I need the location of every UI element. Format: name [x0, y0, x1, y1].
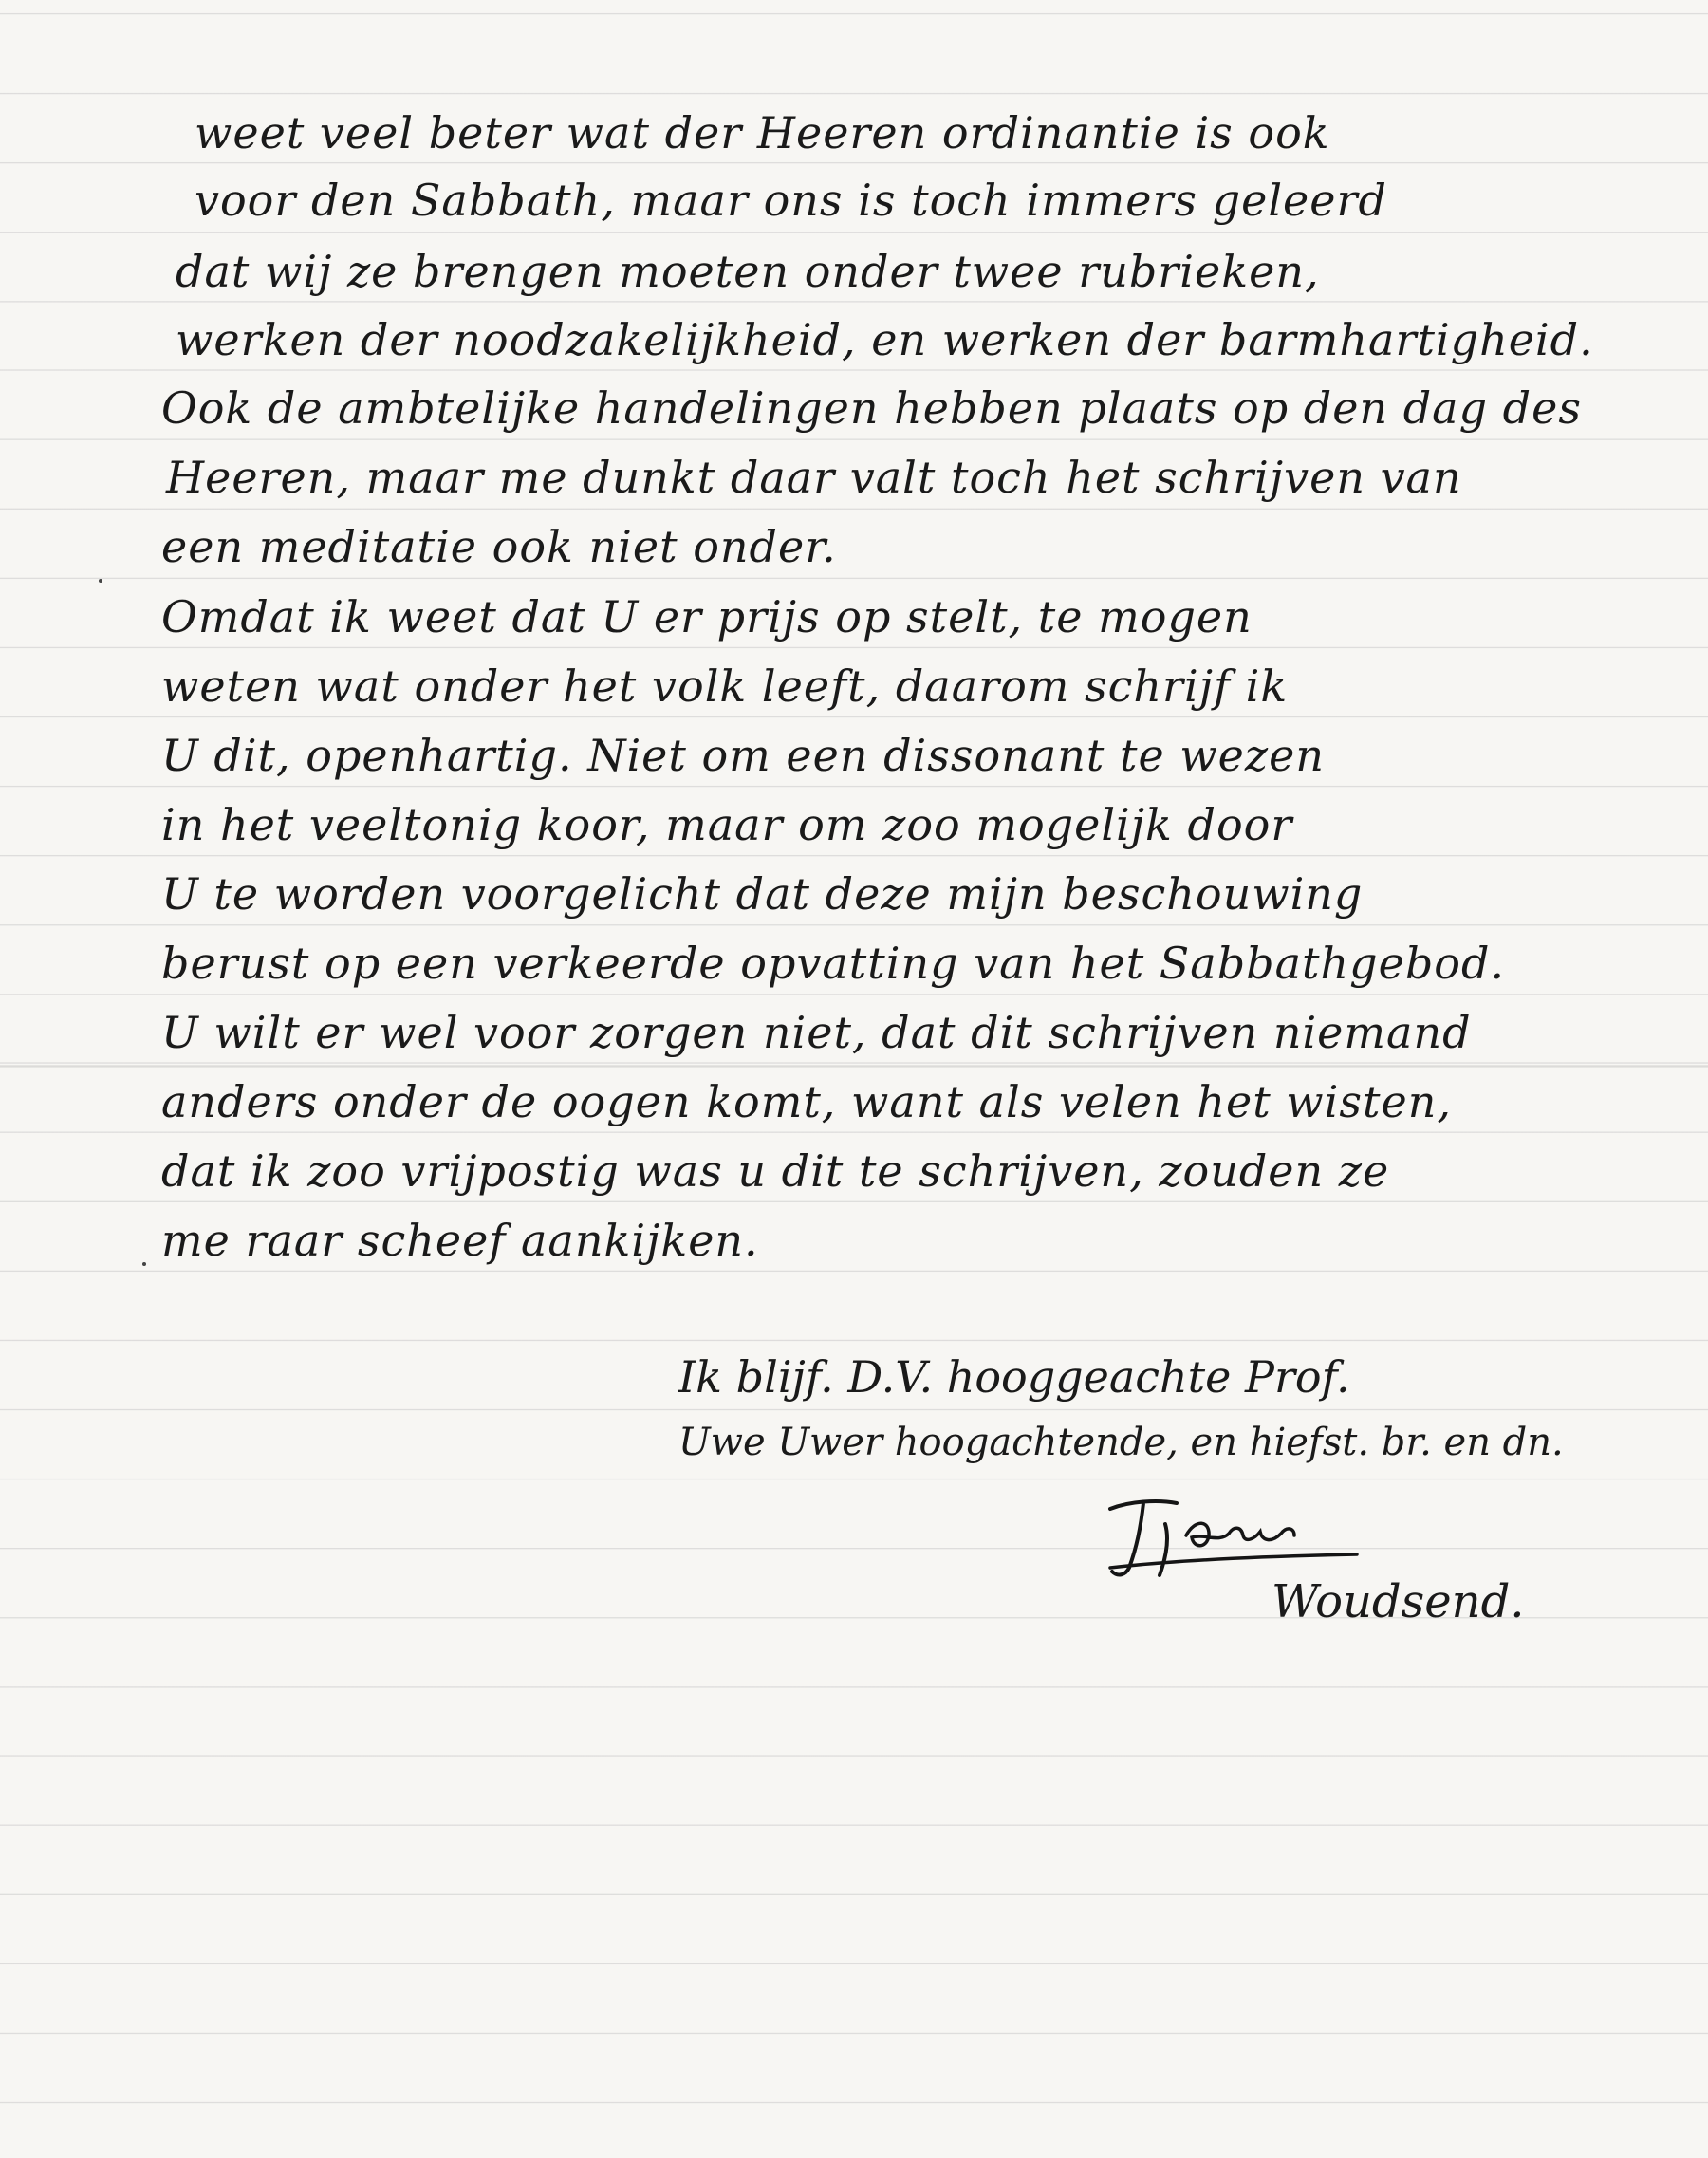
body-line-16: dat ik zoo vrijpostig was u dit te schrijven, zouden ze	[161, 1145, 1390, 1197]
closing-line-1: Ik blijf. D.V. hooggeachte Prof.	[678, 1351, 1350, 1403]
body-line-13: berust op een verkeerde opvatting van het Sabbathgebod.	[161, 938, 1506, 989]
body-line-6: Heeren, maar me dunkt daar valt toch het schrijven van	[166, 452, 1462, 503]
closing-line-2: Uwe Uwer hoogachtende, en hiefst. br. en dn.	[678, 1421, 1564, 1464]
body-line-8: Omdat ik weet dat U er prijs op stelt, te mogen	[161, 591, 1253, 642]
body-line-10: U dit, openhartig. Niet om een dissonant te wezen	[161, 730, 1325, 781]
body-line-14: U wilt er wel voor zorgen niet, dat dit schrijven niemand	[161, 1007, 1472, 1058]
ink-speck	[142, 1262, 146, 1266]
body-line-3: dat wij ze brengen moeten onder twee rubrieken,	[176, 246, 1320, 297]
ink-speck	[99, 579, 102, 583]
body-line-11: in het veeltonig koor, maar om zoo mogelijk door	[161, 799, 1293, 850]
body-line-7: een meditatie ook niet onder.	[161, 521, 837, 572]
body-line-17: me raar scheef aankijken.	[161, 1215, 759, 1266]
paper-fold	[0, 1065, 1708, 1068]
body-line-12: U te worden voorgelicht dat deze mijn beschouwing	[161, 868, 1364, 920]
body-line-9: weten wat onder het volk leeft, daarom schrijf ik	[161, 660, 1289, 712]
body-line-15: anders onder de oogen komt, want als velen het wisten,	[161, 1076, 1452, 1127]
body-line-5: Ook de ambtelijke handelingen hebben plaats op den dag des	[161, 382, 1582, 434]
body-line-4: werken der noodzakelijkheid, en werken der barmhartigheid.	[176, 314, 1594, 365]
handwritten-signature	[1091, 1480, 1376, 1585]
body-line-1: weet veel beter wat der Heeren ordinantie is ook	[195, 107, 1330, 158]
sender-place: Woudsend.	[1272, 1575, 1525, 1628]
body-line-2: voor den Sabbath, maar ons is toch immers geleerd	[195, 175, 1387, 226]
